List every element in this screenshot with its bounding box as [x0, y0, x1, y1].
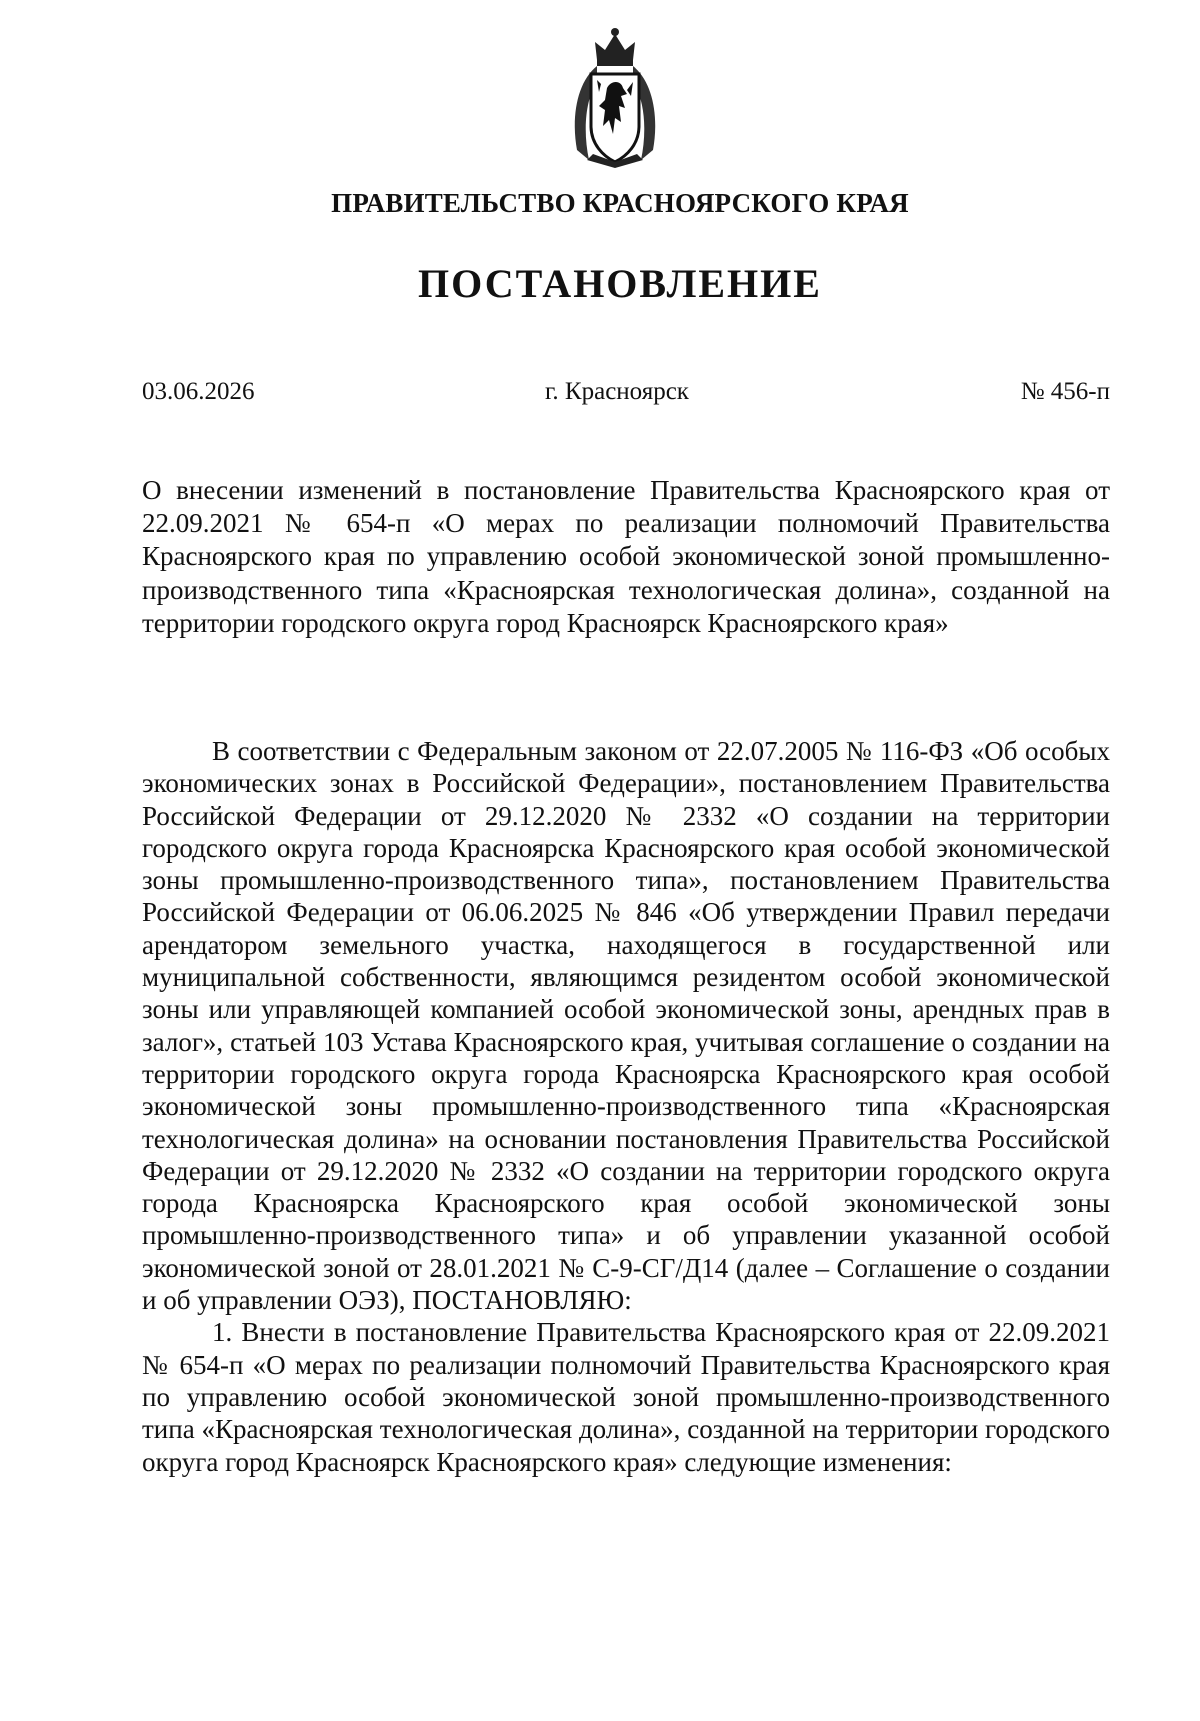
preamble-paragraph: В соответствии с Федеральным законом от 22.07.2005 № 116-ФЗ «Об особых экономических зонах в Российской Федерации», постановлением Правительства Российской Федерации от 29.12.2020 № 2332 «О создании на территории городского округа города Красноярска Красноярского края особой экономической зоны промышленно-производственного типа», постановлением Правительства Российской Федерации от 06.06.2025 № 846 «Об утверждении Правил передачи арендатором земельного участка, находящегося в государственной или муниципальной собственности, являющимся резидентом особой экономической зоны или управляющей компанией особой экономической зоны, арендных прав в залог», статьей 103 Устава Красноярского края, учитывая соглашение о создании на территории городского округа города Красноярска Красноярского края особой экономической зоны промышленно-производственного типа «Красноярская технологическая долина» на основании постановления Правительства Российской Федерации от 29.12.2020 № 2332 «О создании на территории городского округа города Красноярска Красноярского края особой экономической зоны промышленно-производственного типа» и об управлении указанной особой экономической зоной от 28.01.2021 № С-9-СГ/Д14 (далее – Соглашение о создании и об управлении ОЭЗ), ПОСТАНОВЛЯЮ:: [142, 736, 1110, 1316]
document-type-heading: ПОСТАНОВЛЕНИЕ: [418, 261, 822, 306]
krasnoyarsk-coat-of-arms-icon: [567, 22, 663, 170]
document-city: г. Красноярск: [545, 378, 689, 405]
organization-title: ПРАВИТЕЛЬСТВО КРАСНОЯРСКОГО КРАЯ: [331, 188, 909, 218]
document-date: 03.06.2026: [142, 378, 255, 405]
item-1-paragraph: 1. Внести в постановление Правительства Красноярского края от 22.09.2021 № 654-п «О мерах по реализации полномочий Правительства Красноярского края по управлению особой экономической зоной промышленно-производственного типа «Красноярская технологическая долина», созданной на территории городского округа город Красноярск Красноярского края» следующие изменения:: [142, 1317, 1110, 1477]
document-body: [142, 735, 1110, 1478]
document-number: № 456-п: [1020, 378, 1110, 405]
document-subject: О внесении изменений в постановление Правительства Красноярского края от 22.09.2021 № 654-п «О мерах по реализации полномочий Правительства Красноярского края по управлению особой экономической зоной промышленно-производственного типа «Красноярская технологическая долина», созданной на территории городского округа город Красноярск Красноярского края»: [142, 475, 1110, 638]
